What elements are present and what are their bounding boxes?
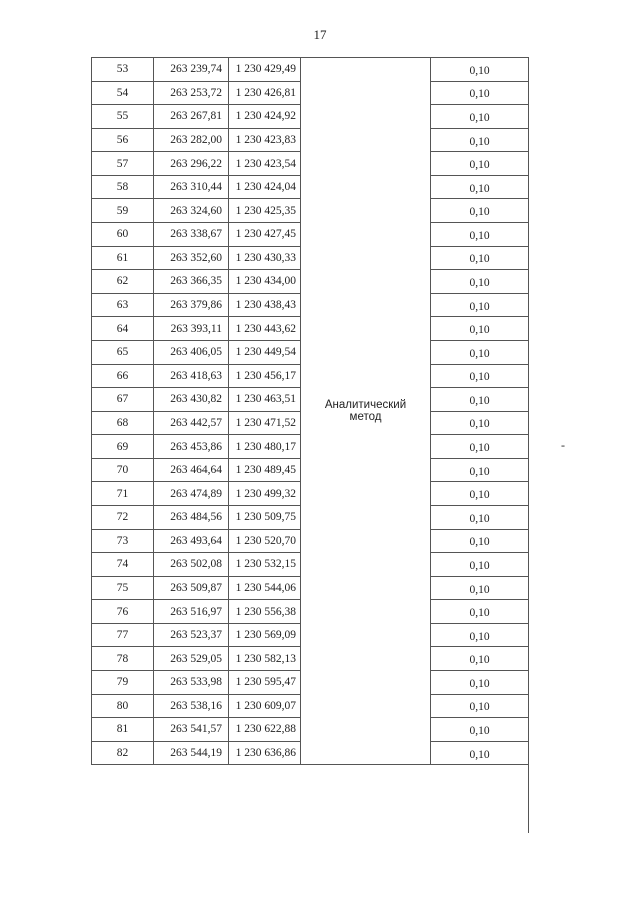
point-number-cell: 71: [92, 482, 154, 506]
y-coordinate-cell: 1 230 434,00: [229, 270, 301, 294]
y-coordinate-cell: 1 230 424,04: [229, 175, 301, 199]
accuracy-cell: 0,10: [431, 505, 529, 529]
point-number-cell: 55: [92, 105, 154, 129]
y-coordinate-cell: 1 230 463,51: [229, 388, 301, 412]
accuracy-cell: 0,10: [431, 576, 529, 600]
y-coordinate-cell: 1 230 430,33: [229, 246, 301, 270]
x-coordinate-cell: 263 502,08: [154, 553, 229, 577]
x-coordinate-cell: 263 282,00: [154, 128, 229, 152]
x-coordinate-cell: 263 516,97: [154, 600, 229, 624]
point-number-cell: 62: [92, 270, 154, 294]
y-coordinate-cell: 1 230 544,06: [229, 576, 301, 600]
accuracy-cell: 0,10: [431, 246, 529, 270]
x-coordinate-cell: 263 324,60: [154, 199, 229, 223]
y-coordinate-cell: 1 230 426,81: [229, 81, 301, 105]
accuracy-cell: 0,10: [431, 199, 529, 223]
accuracy-cell: 0,10: [431, 340, 529, 364]
y-coordinate-cell: 1 230 427,45: [229, 223, 301, 247]
point-number-cell: 54: [92, 81, 154, 105]
x-coordinate-cell: 263 533,98: [154, 671, 229, 695]
accuracy-cell: 0,10: [431, 458, 529, 482]
point-number-cell: 65: [92, 340, 154, 364]
table-right-border: [528, 57, 529, 833]
y-coordinate-cell: 1 230 556,38: [229, 600, 301, 624]
accuracy-cell: 0,10: [431, 152, 529, 176]
point-number-cell: 78: [92, 647, 154, 671]
coordinates-table: [91, 57, 529, 765]
x-coordinate-cell: 263 393,11: [154, 317, 229, 341]
x-coordinate-cell: 263 529,05: [154, 647, 229, 671]
accuracy-cell: 0,10: [431, 600, 529, 624]
point-number-cell: 66: [92, 364, 154, 388]
accuracy-cell: 0,10: [431, 411, 529, 435]
point-number-cell: 69: [92, 435, 154, 459]
point-number-cell: 56: [92, 128, 154, 152]
x-coordinate-cell: 263 296,22: [154, 152, 229, 176]
x-coordinate-cell: 263 509,87: [154, 576, 229, 600]
accuracy-cell: 0,10: [431, 529, 529, 553]
y-coordinate-cell: 1 230 480,17: [229, 435, 301, 459]
y-coordinate-cell: 1 230 499,32: [229, 482, 301, 506]
y-coordinate-cell: 1 230 636,86: [229, 741, 301, 765]
accuracy-cell: 0,10: [431, 741, 529, 765]
x-coordinate-cell: 263 366,35: [154, 270, 229, 294]
x-coordinate-cell: 263 541,57: [154, 718, 229, 742]
table-body: [92, 58, 529, 765]
point-number-cell: 74: [92, 553, 154, 577]
x-coordinate-cell: 263 474,89: [154, 482, 229, 506]
page-number: 17: [313, 27, 327, 42]
point-number-cell: 57: [92, 152, 154, 176]
point-number-cell: 70: [92, 458, 154, 482]
accuracy-cell: 0,10: [431, 223, 529, 247]
point-number-cell: 59: [92, 199, 154, 223]
x-coordinate-cell: 263 352,60: [154, 246, 229, 270]
accuracy-cell: 0,10: [431, 128, 529, 152]
point-number-cell: 58: [92, 175, 154, 199]
accuracy-cell: 0,10: [431, 270, 529, 294]
x-coordinate-cell: 263 523,37: [154, 623, 229, 647]
point-number-cell: 77: [92, 623, 154, 647]
y-coordinate-cell: 1 230 609,07: [229, 694, 301, 718]
y-coordinate-cell: 1 230 443,62: [229, 317, 301, 341]
accuracy-cell: 0,10: [431, 317, 529, 341]
point-number-cell: 80: [92, 694, 154, 718]
x-coordinate-cell: 263 493,64: [154, 529, 229, 553]
accuracy-cell: 0,10: [431, 435, 529, 459]
x-coordinate-cell: 263 253,72: [154, 81, 229, 105]
x-coordinate-cell: 263 442,57: [154, 411, 229, 435]
accuracy-cell: 0,10: [431, 482, 529, 506]
point-number-cell: 53: [92, 58, 154, 82]
x-coordinate-cell: 263 239,74: [154, 58, 229, 82]
y-coordinate-cell: 1 230 520,70: [229, 529, 301, 553]
x-coordinate-cell: 263 430,82: [154, 388, 229, 412]
y-coordinate-cell: 1 230 509,75: [229, 505, 301, 529]
y-coordinate-cell: 1 230 582,13: [229, 647, 301, 671]
y-coordinate-cell: 1 230 471,52: [229, 411, 301, 435]
x-coordinate-cell: 263 484,56: [154, 505, 229, 529]
y-coordinate-cell: 1 230 438,43: [229, 293, 301, 317]
accuracy-cell: 0,10: [431, 694, 529, 718]
y-coordinate-cell: 1 230 423,83: [229, 128, 301, 152]
x-coordinate-cell: 263 464,64: [154, 458, 229, 482]
point-number-cell: 73: [92, 529, 154, 553]
x-coordinate-cell: 263 406,05: [154, 340, 229, 364]
last-column-dash: -: [561, 438, 565, 452]
point-number-cell: 81: [92, 718, 154, 742]
accuracy-cell: 0,10: [431, 388, 529, 412]
method-line-1: Аналитический: [324, 399, 407, 412]
point-number-cell: 82: [92, 741, 154, 765]
x-coordinate-cell: 263 338,67: [154, 223, 229, 247]
method-line-2: метод: [349, 411, 382, 424]
x-coordinate-cell: 263 453,86: [154, 435, 229, 459]
point-number-cell: 63: [92, 293, 154, 317]
accuracy-cell: 0,10: [431, 293, 529, 317]
y-coordinate-cell: 1 230 423,54: [229, 152, 301, 176]
accuracy-cell: 0,10: [431, 671, 529, 695]
accuracy-cell: 0,10: [431, 647, 529, 671]
accuracy-cell: 0,10: [431, 58, 529, 82]
x-coordinate-cell: 263 310,44: [154, 175, 229, 199]
x-coordinate-cell: 263 267,81: [154, 105, 229, 129]
point-number-cell: 76: [92, 600, 154, 624]
table-row: [92, 58, 529, 82]
accuracy-cell: 0,10: [431, 175, 529, 199]
point-number-cell: 67: [92, 388, 154, 412]
x-coordinate-cell: 263 538,16: [154, 694, 229, 718]
point-number-cell: 64: [92, 317, 154, 341]
y-coordinate-cell: 1 230 569,09: [229, 623, 301, 647]
y-coordinate-cell: 1 230 532,15: [229, 553, 301, 577]
point-number-cell: 68: [92, 411, 154, 435]
point-number-cell: 60: [92, 223, 154, 247]
accuracy-cell: 0,10: [431, 81, 529, 105]
x-coordinate-cell: 263 379,86: [154, 293, 229, 317]
accuracy-cell: 0,10: [431, 364, 529, 388]
point-number-cell: 72: [92, 505, 154, 529]
y-coordinate-cell: 1 230 425,35: [229, 199, 301, 223]
point-number-cell: 79: [92, 671, 154, 695]
method-cell: [301, 58, 431, 765]
table-frame: [528, 57, 529, 58]
y-coordinate-cell: 1 230 424,92: [229, 105, 301, 129]
point-number-cell: 75: [92, 576, 154, 600]
accuracy-cell: 0,10: [431, 553, 529, 577]
y-coordinate-cell: 1 230 622,88: [229, 718, 301, 742]
y-coordinate-cell: 1 230 429,49: [229, 58, 301, 82]
y-coordinate-cell: 1 230 595,47: [229, 671, 301, 695]
point-number-cell: 61: [92, 246, 154, 270]
accuracy-cell: 0,10: [431, 623, 529, 647]
accuracy-cell: 0,10: [431, 105, 529, 129]
x-coordinate-cell: 263 544,19: [154, 741, 229, 765]
accuracy-cell: 0,10: [431, 718, 529, 742]
y-coordinate-cell: 1 230 456,17: [229, 364, 301, 388]
y-coordinate-cell: 1 230 489,45: [229, 458, 301, 482]
y-coordinate-cell: 1 230 449,54: [229, 340, 301, 364]
x-coordinate-cell: 263 418,63: [154, 364, 229, 388]
